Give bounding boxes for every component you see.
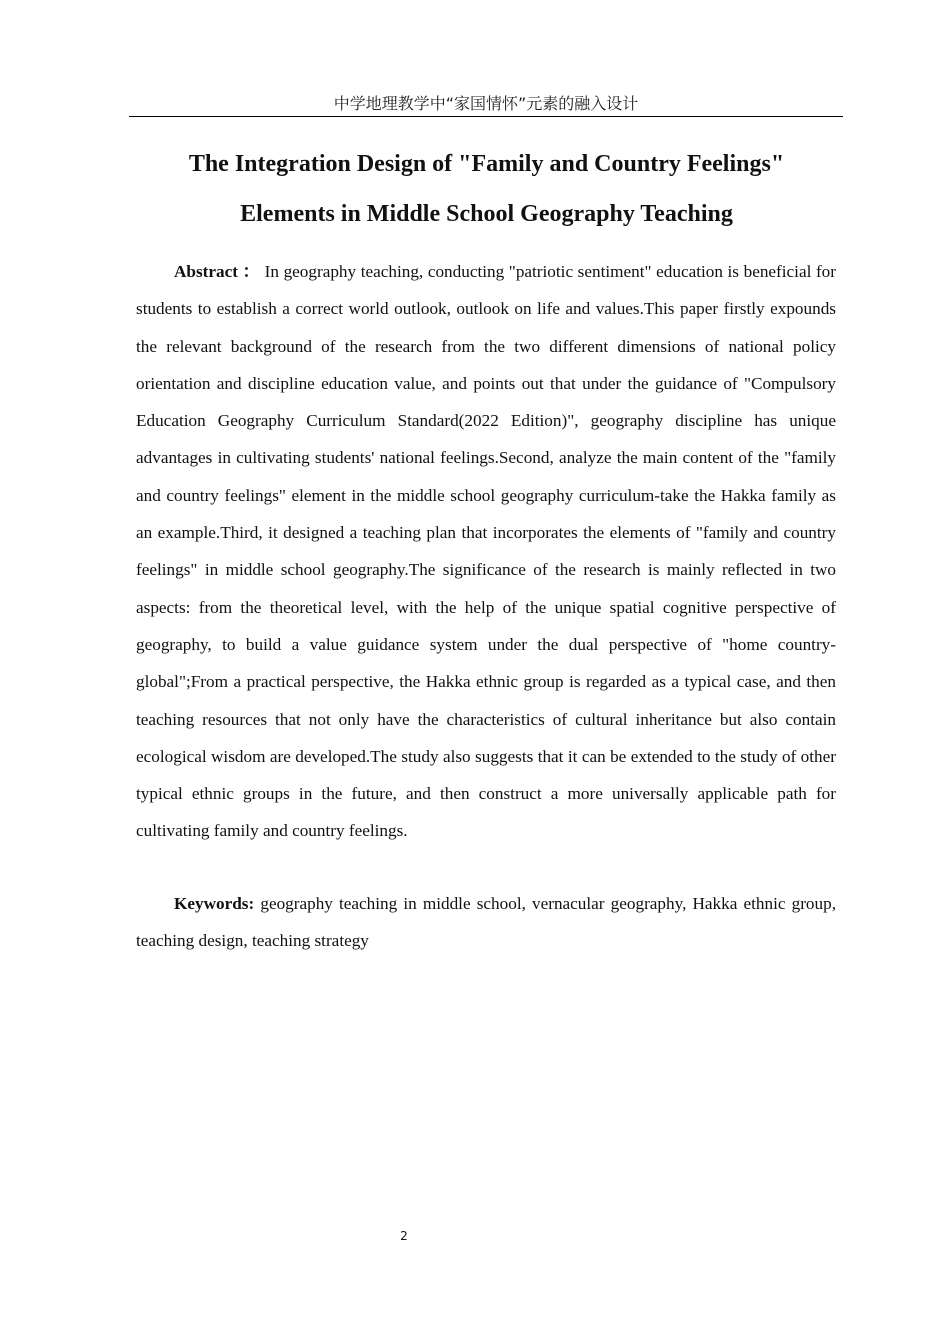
paper-title <box>120 139 853 239</box>
keywords-text: geography teaching in middle school, vernacular geography, Hakka ethnic group, teaching design, teaching strategy <box>136 894 837 951</box>
keywords-paragraph <box>136 885 836 960</box>
abstract-label: Abstract ： <box>174 262 261 281</box>
page-number: 2 <box>400 1229 408 1243</box>
paper-title-line-1: The Integration Design of "Family and Country Feelings" <box>188 151 785 177</box>
abstract-paragraph <box>136 253 836 850</box>
abstract-text: In geography teaching, conducting "patriotic sentiment" education is beneficial for students to establish a correct world outlook, outlook on life and values.This paper firstly expounds the relevant background of the research from the two different dimensions of national policy orientation and discipline education value, and points out that under the guidance of "Compulsory Education Geography Curriculum Standard(2022 Edition)", geography discipline has unique advantages in cultivating students' national feelings.Second, analyze the main content of the "family and country feelings" element in the middle school geography curriculum-take the Hakka family as an example.Third, it designed a teaching plan that incorporates the elements of "family and country feelings" in middle school geography.The significance of the research is mainly reflected in two aspects: from the theoretical level, with the help of the unique spatial cognitive perspective of geography, to build a value guidance system under the dual perspective of "home country-global";From a practical perspective, the Hakka ethnic group is regarded as a typical case, and then teaching resources that not only have the characteristics of cultural inheritance but also contain ecological wisdom are developed.The study also suggests that it can be extended to the study of other typical ethnic groups in the future, and then construct a more universally applicable path for cultivating family and country feelings. <box>136 262 836 841</box>
running-header-title: 中学地理教学中“家国情怀”元素的融入设计 <box>333 94 639 113</box>
keywords-label: Keywords: <box>174 894 255 913</box>
running-header <box>129 92 843 117</box>
paper-title-line-2: Elements in Middle School Geography Teaching <box>240 201 733 227</box>
